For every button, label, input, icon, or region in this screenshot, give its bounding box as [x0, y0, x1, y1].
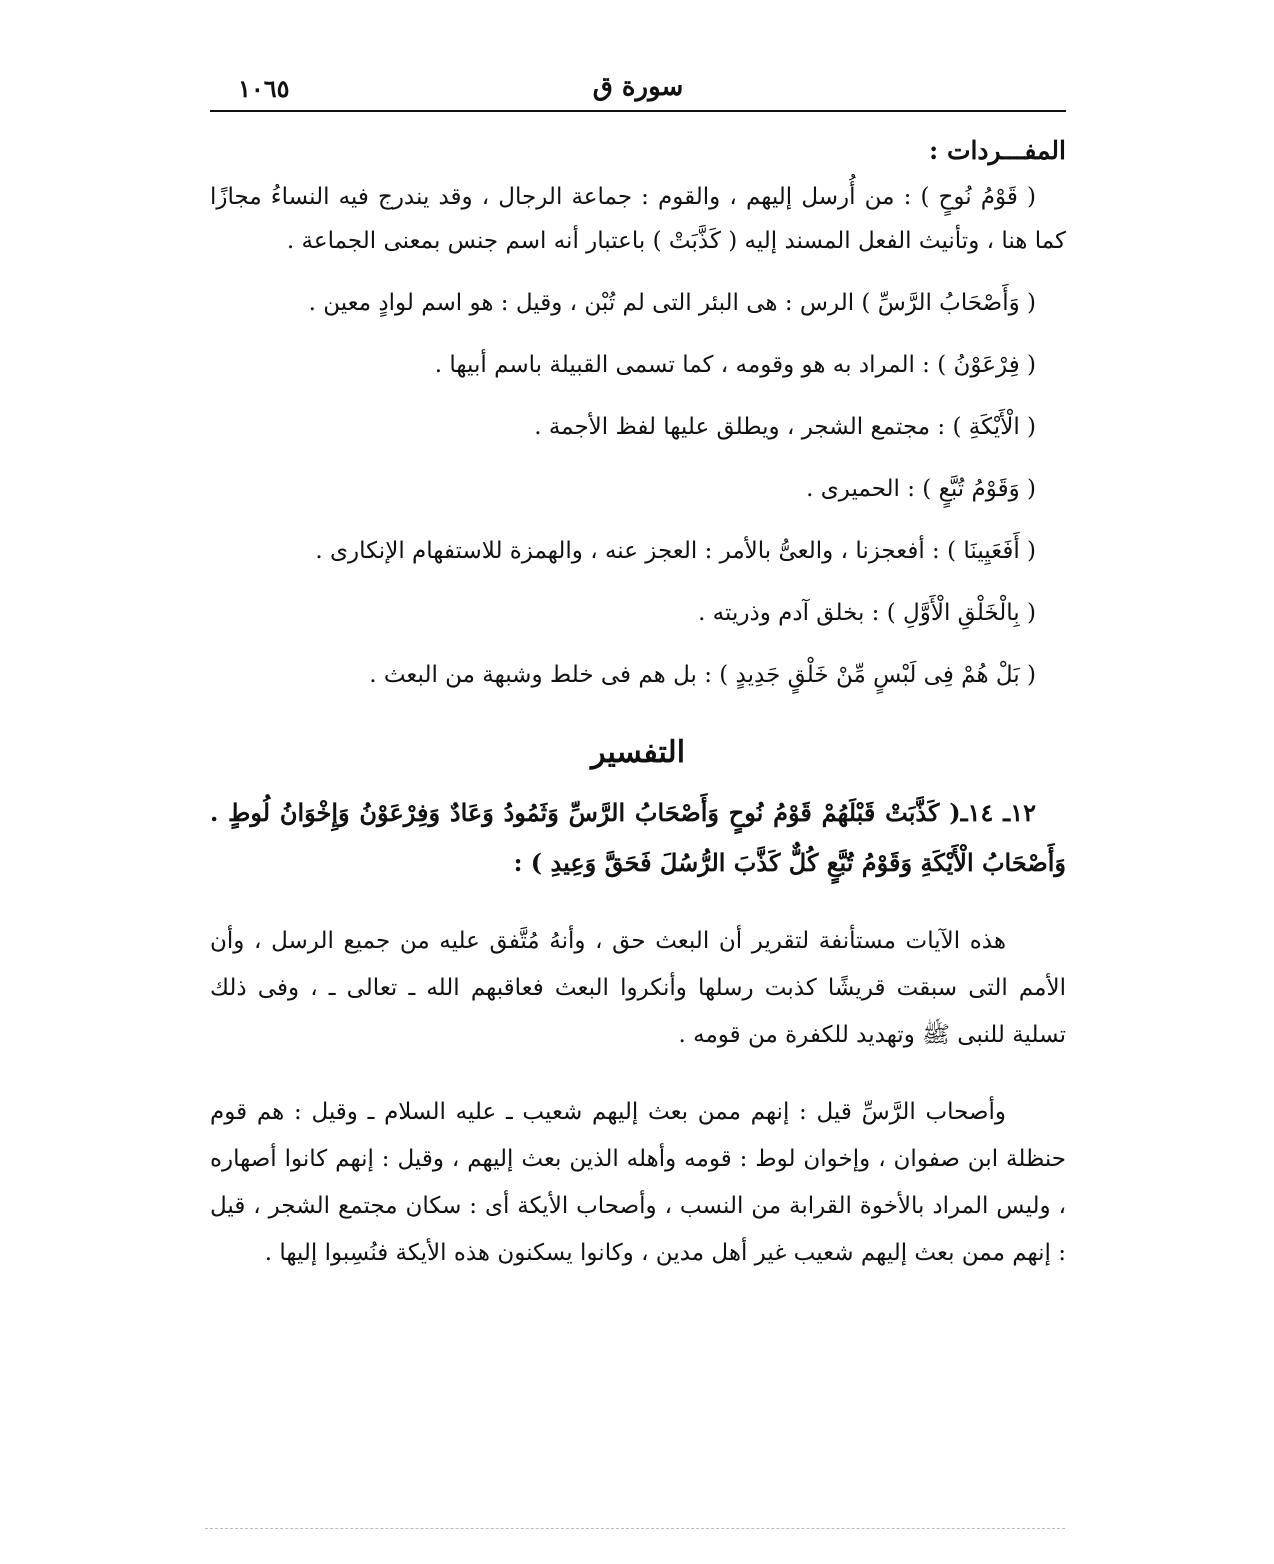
- vocabulary-list: [210, 175, 1066, 697]
- tafsir-title: التفسير: [590, 735, 686, 770]
- vocab-entry: ( قَوْمُ نُوحٍ ) : من أُرسل إليهم ، والقوم : جماعة الرجال ، وقد يندرج فيه النساءُ مجازًا كما هنا ، وتأنيث الفعل المسند إليه ( كَذَّبَتْ ) باعتبار أنه اسم جنس بمعنى الجماعة .: [210, 184, 1066, 254]
- vocab-entry: ( أَفَعَيِينَا ) : أفعجزنا ، والعىُّ بالأمر : العجز عنه ، والهمزة للاستفهام الإنكارى .: [315, 538, 1036, 564]
- tafsir-paragraph: هذه الآيات مستأنفة لتقرير أن البعث حق ، وأنهُ مُتَّفق عليه من جميع الرسل ، وأن الأمم التى سبقت قريشًا كذبت رسلها وأنكروا البعث فعاقبهم الله ـ تعالى ـ ، وفى ذلك تسلية للنبى ﷺ وتهديد للكفرة من قومه .: [210, 928, 1066, 1048]
- page-number: ١٠٦٥: [238, 74, 290, 103]
- book-page: [210, 60, 1066, 1277]
- vocab-entry: ( وَأَصْحَابُ الرَّسِّ ) الرس : هى البئر التى لم تُبْن ، وقيل : هو اسم لوادٍ معين .: [308, 290, 1036, 316]
- vocab-entry: ( وَقَوْمُ تُبَّعٍ ) : الحميرى .: [806, 476, 1036, 502]
- tafsir-paragraph: وأصحاب الرَّسِّ قيل : إنهم ممن بعث إليهم شعيب ـ عليه السلام ـ وقيل : هم قوم حنظلة ابن صفوان ، وإخوان لوط : قومه وأهله الذين بعث إليهم ، وقيل : إنهم كانوا أصهاره ، وليس المراد بالأخوة القرابة من النسب ، وأصحاب الأيكة أى : سكان مجتمع الشجر ، قيل : إنهم ممن بعث إليهم شعيب غير أهل مدين ، وكانوا يسكنون هذه الأيكة فنُسِبوا إليها .: [210, 1099, 1066, 1266]
- surah-title: سورة ق: [592, 72, 684, 102]
- page-header: [210, 60, 1066, 112]
- vocab-entry: ( بِالْخَلْقِ الْأَوَّلِ ) : بخلق آدم وذريته .: [698, 600, 1036, 626]
- vocab-entry: ( بَلْ هُمْ فِى لَبْسٍ مِّنْ خَلْقٍ جَدِيدٍ ) : بل هم فى خلط وشبهة من البعث .: [369, 662, 1036, 688]
- vocab-entry: ( الْأَيْكَةِ ) : مجتمع الشجر ، ويطلق عليها لفظ الأجمة .: [534, 414, 1036, 440]
- quran-verse: ١٢ـ ١٤ـ( كَذَّبَتْ قَبْلَهُمْ قَوْمُ نُوحٍ وَأَصْحَابُ الرَّسِّ وَثَمُودُ وَعَادٌ وَفِرْعَوْنُ وَإِخْوَانُ لُوطٍ . وَأَصْحَابُ الْأَيْكَةِ وَقَوْمُ تُبَّعٍ كُلٌّ كَذَّبَ الرُّسُلَ فَحَقَّ وَعِيدِ ) :: [210, 798, 1066, 877]
- vocabulary-heading: المفـــردات :: [929, 136, 1066, 165]
- footer-divider: [205, 1528, 1065, 1529]
- vocab-entry: ( فِرْعَوْنُ ) : المراد به هو وقومه ، كما تسمى القبيلة باسم أبيها .: [434, 352, 1036, 378]
